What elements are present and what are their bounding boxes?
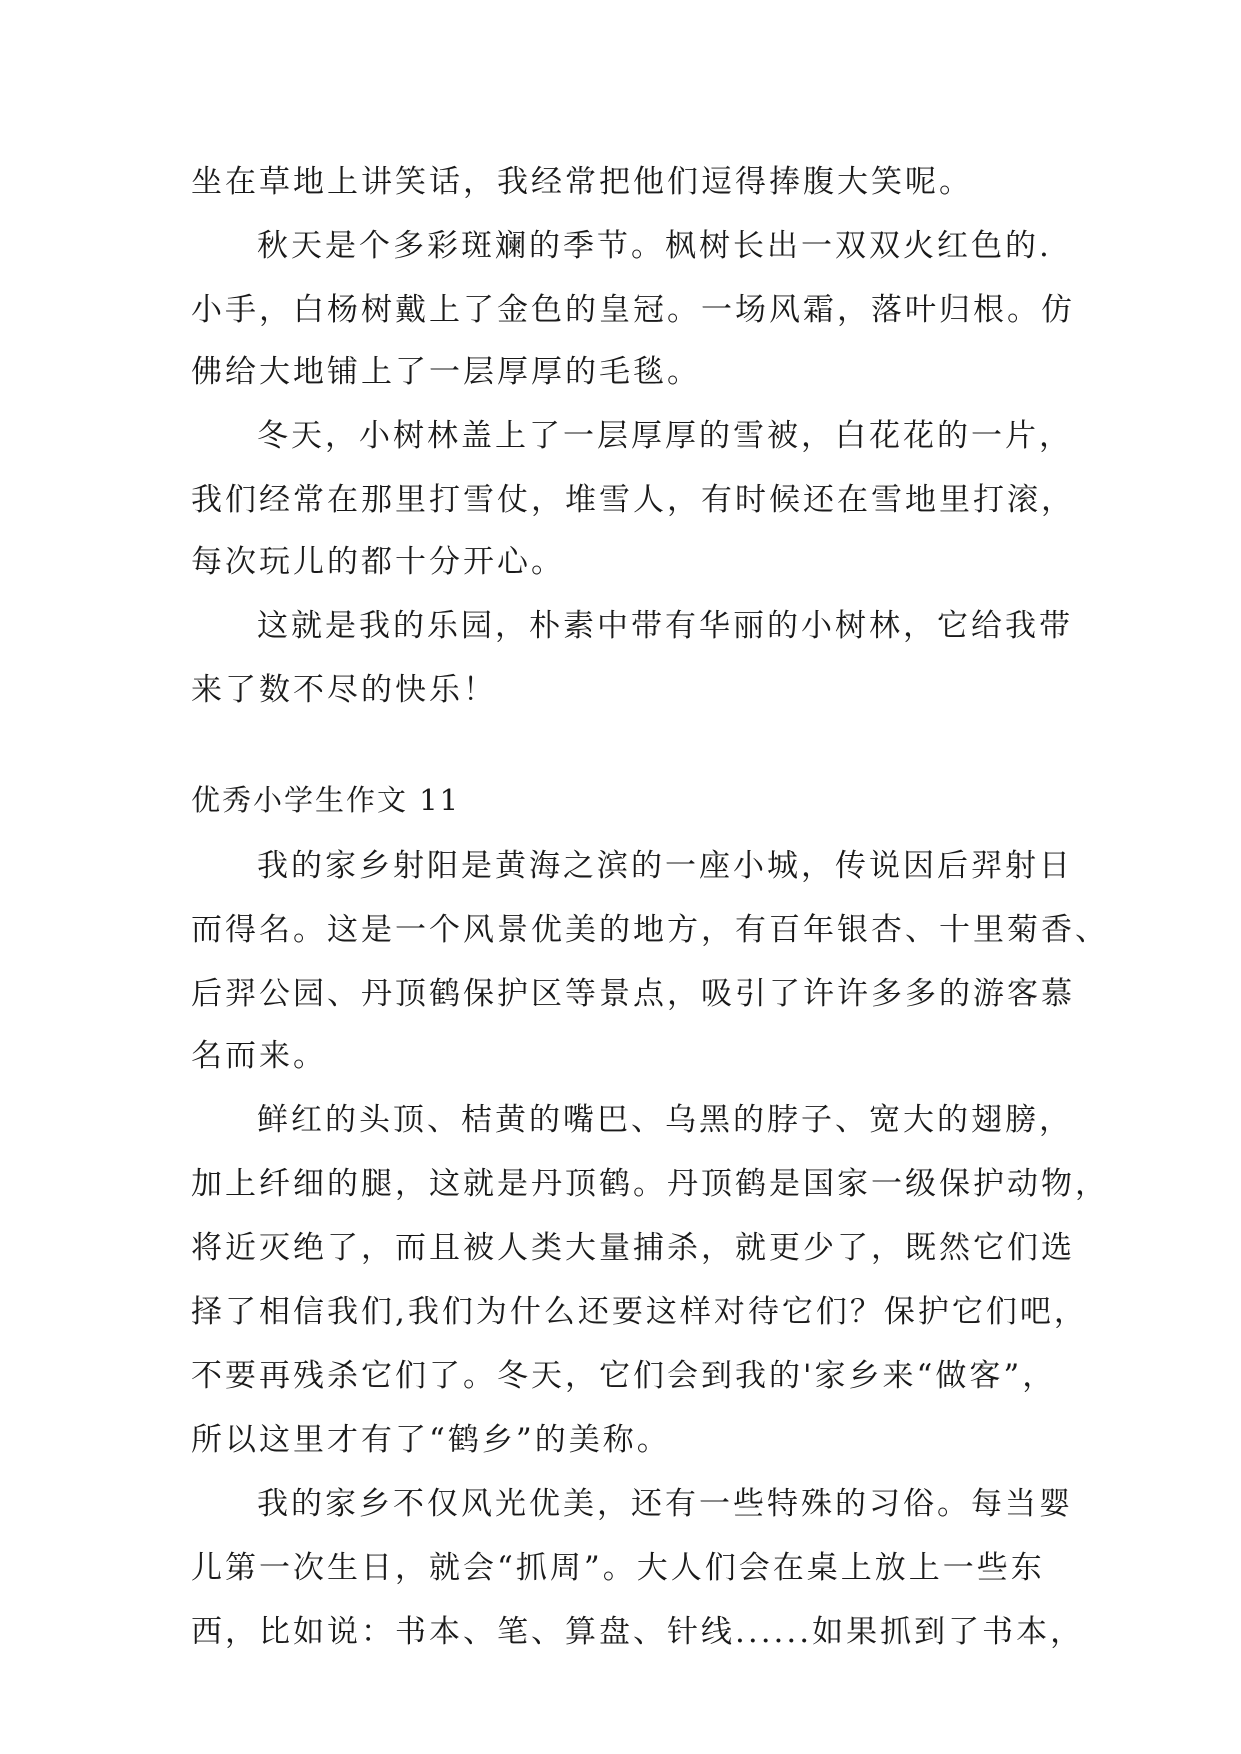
text-line: 来了数不尽的快乐！: [191, 672, 497, 708]
text-line: 儿第一次生日，就会“抓周”。大人们会在桌上放上一些东: [191, 1550, 1045, 1586]
text-line: 加上纤细的腿，这就是丹顶鹤。丹顶鹤是国家一级保护动物，: [191, 1166, 1109, 1202]
text-line: 所以这里才有了“鹤乡”的美称。: [191, 1422, 671, 1458]
text-line: 择了相信我们,我们为什么还要这样对待它们？保护它们吧，: [191, 1294, 1088, 1330]
text-line: 小手，白杨树戴上了金色的皇冠。一场风霜，落叶归根。仿: [191, 292, 1075, 328]
text-line: 冬天，小树林盖上了一层厚厚的雪被，白花花的一片，: [257, 418, 1073, 454]
text-line: 我的家乡不仅风光优美，还有一些特殊的习俗。每当婴: [257, 1486, 1073, 1522]
text-line: 不要再残杀它们了。冬天，它们会到我的'家乡来“做客”，: [191, 1358, 1057, 1394]
text-line: 后羿公园、丹顶鹤保护区等景点，吸引了许许多多的游客慕: [191, 976, 1075, 1012]
text-line: 我的家乡射阳是黄海之滨的一座小城，传说因后羿射日: [257, 848, 1073, 884]
text-line: 每次玩儿的都十分开心。: [191, 544, 565, 580]
text-line: 西，比如说：书本、笔、算盘、针线......如果抓到了书本，: [191, 1614, 1085, 1650]
text-line: 佛给大地铺上了一层厚厚的毛毯。: [191, 354, 701, 390]
text-line: 而得名。这是一个风景优美的地方，有百年银杏、十里菊香、: [191, 912, 1109, 948]
text-line: 我们经常在那里打雪仗，堆雪人，有时候还在雪地里打滚，: [191, 482, 1075, 518]
text-line: 秋天是个多彩斑斓的季节。枫树长出一双双火红色的.: [257, 228, 1052, 264]
text-line: 坐在草地上讲笑话，我经常把他们逗得捧腹大笑呢。: [191, 164, 973, 200]
section-title: 优秀小学生作文 11: [191, 783, 461, 817]
text-line: 这就是我的乐园，朴素中带有华丽的小树林，它给我带: [257, 608, 1073, 644]
text-line: 将近灭绝了，而且被人类大量捕杀，就更少了，既然它们选: [191, 1230, 1075, 1266]
text-line: 鲜红的头顶、桔黄的嘴巴、乌黑的脖子、宽大的翅膀，: [257, 1102, 1073, 1138]
text-line: 名而来。: [191, 1038, 327, 1074]
